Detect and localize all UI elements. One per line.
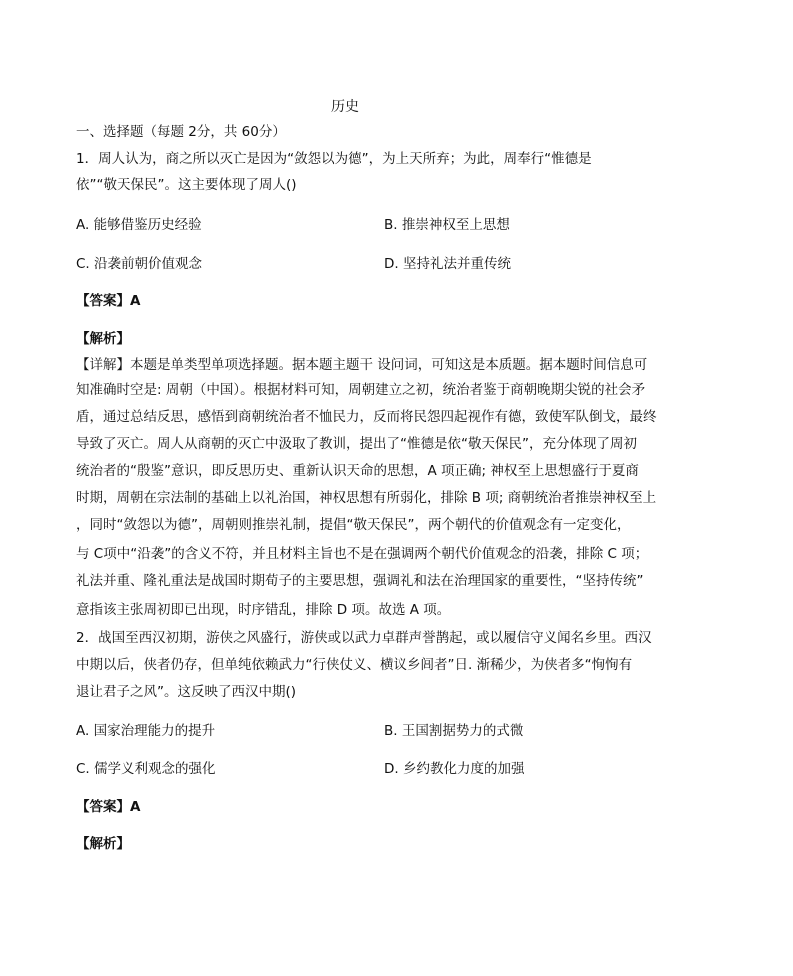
section-heading: 一、选择题（每题 2分，共 60分）	[76, 124, 286, 140]
q1-option-c: C. 沿袭前朝价值观念	[76, 256, 203, 272]
q1-detail-line: 盾，通过总结反思，感悟到商朝统治者不恤民力，反而将民怨四起视作有德，致使军队倒戈，最终	[76, 409, 657, 425]
q1-detail-line: ，同时“敛怨以为德”，周朝则推崇礼制，提倡“敬天保民”，两个朝代的价值观念有一定变化，	[76, 517, 631, 533]
q1-option-a: A. 能够借鉴历史经验	[76, 217, 202, 233]
q1-detail-line: 时期，周朝在宗法制的基础上以礼治国，神权思想有所弱化，排除 B 项; 商朝统治者推崇神权至上	[76, 490, 657, 506]
q2-option-c: C. 儒学义利观念的强化	[76, 761, 216, 777]
q1-option-d: D. 坚持礼法并重传统	[384, 256, 511, 272]
q2-option-b: B. 王国割据势力的式微	[384, 723, 524, 739]
q1-analysis-label: 【解析】	[76, 331, 130, 347]
q1-detail-line: 知准确时空是: 周朝（中国）。根据材料可知，周朝建立之初，统治者鉴于商朝晚期尖锐的社会矛	[76, 382, 646, 398]
q1-detail-line: 【详解】本题是单类型单项选择题。据本题主题干 设问词，可知这是本质题。据本题时间信息可	[76, 357, 648, 373]
q2-analysis-label: 【解析】	[76, 836, 130, 852]
q1-option-b: B. 推崇神权至上思想	[384, 217, 510, 233]
q1-detail-line: 意指该主张周初即已出现，时序错乱，排除 D 项。故选 A 项。	[76, 602, 451, 618]
q1-detail-line: 与 C项中“沿袭”的含义不符，并且材料主旨也不是在强调两个朝代价值观念的沿袭，排除 C 项；	[76, 546, 649, 562]
q2-stem-line-3: 退让君子之风”。这反映了西汉中期()	[76, 684, 297, 700]
q2-answer: 【答案】A	[76, 799, 141, 815]
q1-detail-line: 统治者的“殷鉴”意识，即反思历史、重新认识天命的思想，A 项正确; 神权至上思想盛行于夏商	[76, 463, 639, 479]
q2-option-a: A. 国家治理能力的提升	[76, 723, 216, 739]
page-title: 历史	[331, 99, 359, 115]
q1-detail-line: 礼法并重、隆礼重法是战国时期荀子的主要思想，强调礼和法在治理国家的重要性，“坚持传统”	[76, 573, 644, 589]
q2-stem-line-1: 2．战国至西汉初期，游侠之风盛行，游侠或以武力卓群声誉鹊起，或以履信守义闻名乡里。西汉	[76, 630, 652, 646]
q1-stem-line-1: 1．周人认为，商之所以灭亡是因为“敛怨以为德”，为上天所弃；为此，周奉行“惟德是	[76, 151, 592, 167]
q1-answer: 【答案】A	[76, 293, 141, 309]
q2-option-d: D. 乡约教化力度的加强	[384, 761, 525, 777]
q2-stem-line-2: 中期以后，侠者仍存，但单纯依赖武力“行侠仗义、横议乡闾者”日. 渐稀少，为侠者多“恂恂有	[76, 657, 633, 673]
q1-stem-line-2: 依”“敬天保民”。这主要体现了周人()	[76, 177, 297, 193]
q1-detail-line: 导致了灭亡。周人从商朝的灭亡中汲取了教训，提出了“惟德是依“敬天保民”，充分体现了周初	[76, 436, 637, 452]
